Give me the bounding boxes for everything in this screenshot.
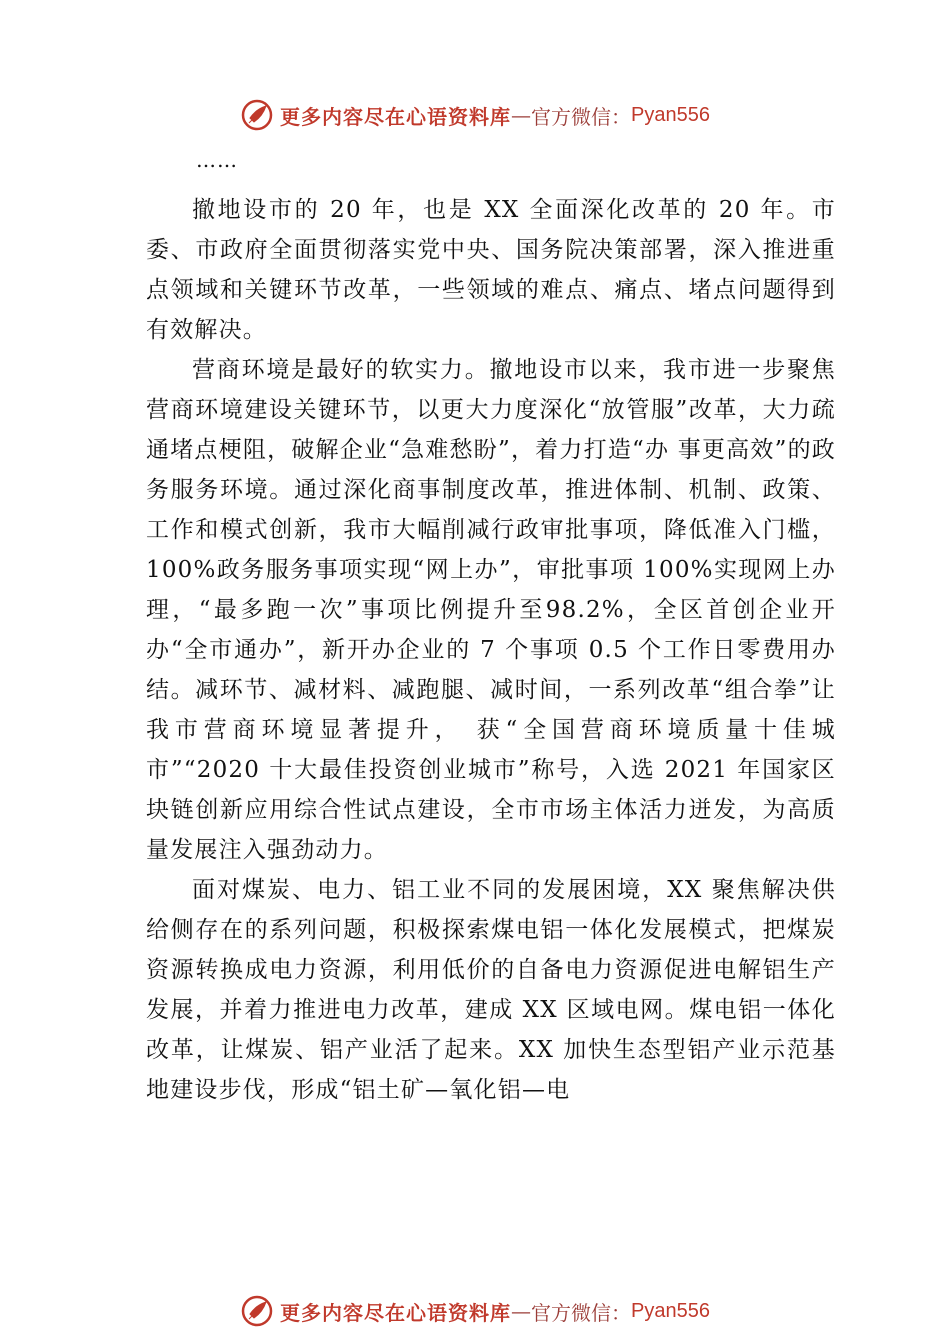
watermark-footer <box>0 1291 950 1331</box>
watermark-red-text: 更多内容尽在心语资料库 <box>280 104 512 129</box>
watermark-wechat-label: 官方微信： <box>531 1300 632 1325</box>
quill-logo-icon <box>240 98 274 132</box>
watermark-wechat-id: Pyan556 <box>631 1299 710 1322</box>
watermark-separator: — <box>511 103 532 127</box>
watermark-header <box>0 95 950 135</box>
watermark-red-text: 更多内容尽在心语资料库 <box>280 1300 512 1325</box>
quill-logo-icon <box>240 1294 274 1328</box>
paragraph-reform: 撤地设市的 20 年，也是 XX 全面深化改革的 20 年。市委、市政府全面贯彻落实党中央、国务院决策部署，深入推进重点领域和关键环节改革，一些领域的难点、痛点、堵点问题得到有效解决。 <box>146 197 836 343</box>
document-body <box>146 190 836 1110</box>
watermark-separator: — <box>511 1299 532 1323</box>
ellipsis-marker: …… <box>196 148 238 172</box>
watermark-wechat-label: 官方微信： <box>531 104 632 129</box>
watermark-wechat-id: Pyan556 <box>631 103 710 126</box>
paragraph-business-environment: 营商环境是最好的软实力。撤地设市以来，我市进一步聚焦营商环境建设关键环节，以更大力度深化“放管服”改革，大力疏通堵点梗阻，破解企业“急难愁盼”，着力打造“办 事更高效”的政务服务环境。通过深化商事制度改革，推进体制、机制、政策、工作和模式创新，我市大幅削减行政审批事项，降低准入门槛，100%政务服务事项实现“网上办”，审批事项 100%实现网上办理，“最多跑一次”事项比例提升至98.2%，全区首创企业开办“全市通办”，新开办企业的 7 个事项 0.5 个工作日零费用办结。减环节、减材料、减跑腿、减时间，一系列改革“组合拳”让我市营商环境显著提升， 获“全国营商环境质量十佳城市”“2020 十大最佳投资创业城市”称号，入选 2021 年国家区块链创新应用综合性试点建设，全市市场主体活力迸发，为高质量发展注入强劲动力。 <box>146 357 836 863</box>
paragraph-coal-power-aluminum: 面对煤炭、电力、铝工业不同的发展困境，XX 聚焦解决供给侧存在的系列问题，积极探索煤电铝一体化发展模式，把煤炭资源转换成电力资源，利用低价的自备电力资源促进电解铝生产发展，并着力推进电力改革，建成 XX 区域电网。煤电铝一体化改革，让煤炭、铝产业活了起来。XX 加快生态型铝产业示范基地建设步伐，形成“铝土矿—氧化铝—电 <box>146 877 836 1103</box>
